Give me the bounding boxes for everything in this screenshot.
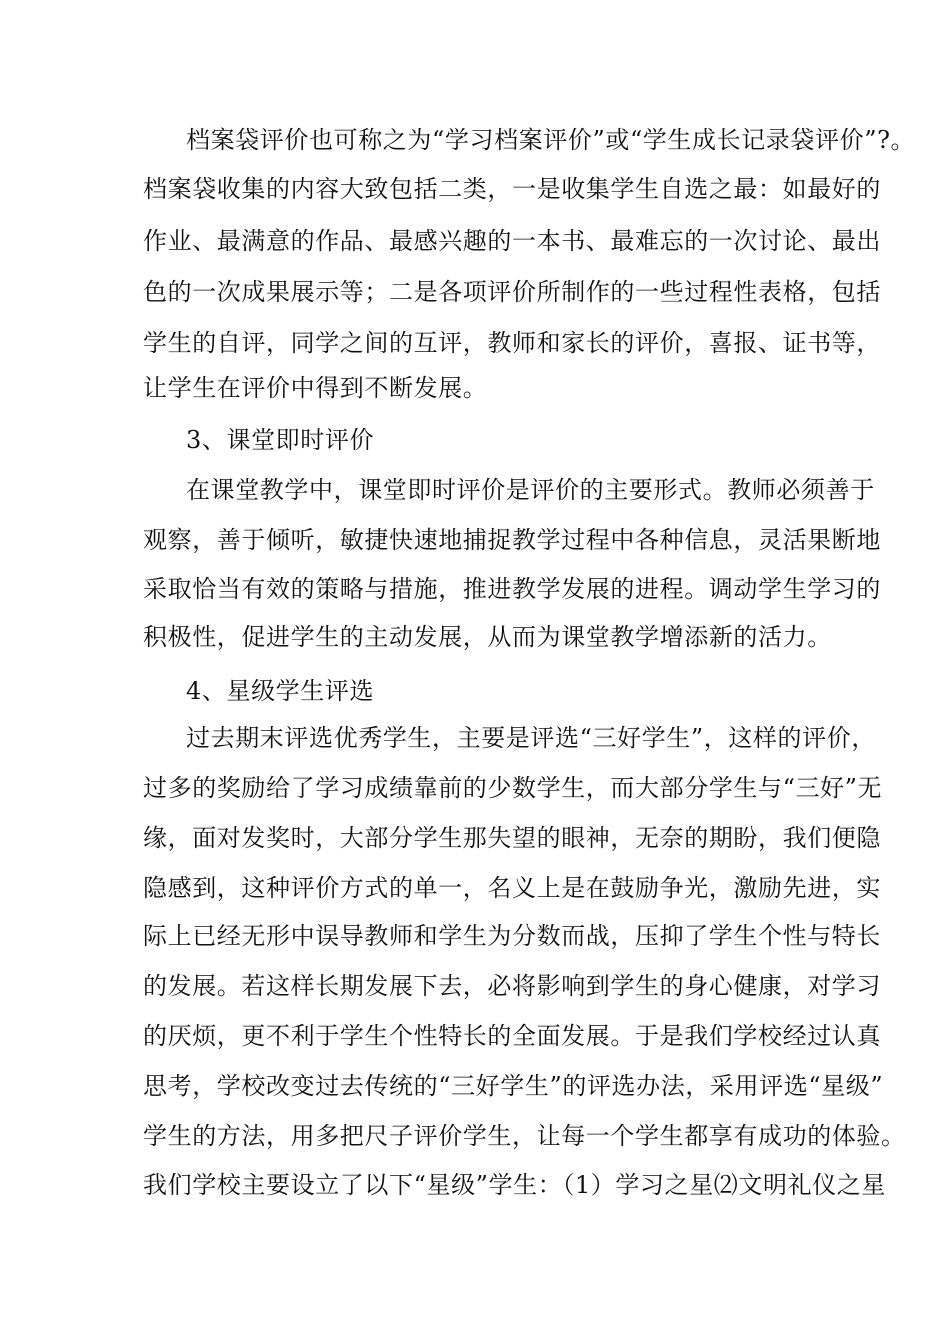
paragraph-line: 过多的奖励给了学习成绩靠前的少数学生，而大部分学生与“三好”无 <box>143 774 883 802</box>
paragraph-line: 档案袋评价也可称之为“学习档案评价”或“学生成长记录袋评价”?。 <box>186 126 916 154</box>
paragraph-line: 积极性，促进学生的主动发展，从而为课堂教学增添新的活力。 <box>143 623 832 651</box>
paragraph-line: 过去期末评选优秀学生，主要是评选“三好学生”，这样的评价， <box>186 724 876 752</box>
paragraph-line: 观察，善于倾听，敏捷快速地捕捉教学过程中各种信息，灵活果断地 <box>143 526 881 554</box>
paragraph-line: 学生的方法，用多把尺子评价学生，让每一个学生都享有成功的体验。 <box>143 1122 906 1150</box>
paragraph-line: 在课堂教学中，课堂即时评价是评价的主要形式。教师必须善于 <box>186 476 875 504</box>
paragraph-line: 思考，学校改变过去传统的“三好学生”的评选办法，采用评选“星级” <box>143 1072 884 1100</box>
paragraph-line: 的厌烦，更不利于学生个性特长的全面发展。于是我们学校经过认真 <box>143 1022 881 1050</box>
paragraph-line: 隐感到，这种评价方式的单一，名义上是在鼓励争光，激励先进，实 <box>143 874 881 902</box>
paragraph-line: 作业、最满意的作品、最感兴趣的一本书、最难忘的一次讨论、最出 <box>143 227 881 255</box>
section-heading: 3、课堂即时评价 <box>186 426 375 454</box>
paragraph-line: 的发展。若这样长期发展下去，必将影响到学生的身心健康，对学习 <box>143 972 881 1000</box>
paragraph-line: 缘，面对发奖时，大部分学生那失望的眼神，无奈的期盼，我们便隐 <box>143 824 881 852</box>
paragraph-line: 色的一次成果展示等；二是各项评价所制作的一些过程性表格，包括 <box>143 278 881 306</box>
section-heading: 4、星级学生评选 <box>186 677 375 705</box>
paragraph-line: 采取恰当有效的策略与措施，推进教学发展的进程。调动学生学习的 <box>143 575 881 603</box>
paragraph-line: 让学生在评价中得到不断发展。 <box>143 374 488 402</box>
paragraph-line: 档案袋收集的内容大致包括二类，一是收集学生自选之最：如最好的 <box>143 175 881 203</box>
paragraph-line: 我们学校主要设立了以下“星级”学生：（1）学习之星⑵文明礼仪之星 <box>143 1171 887 1199</box>
paragraph-line: 学生的自评，同学之间的互评，教师和家长的评价，喜报、证书等， <box>143 329 881 357</box>
paragraph-line: 际上已经无形中误导教师和学生为分数而战，压抑了学生个性与特长 <box>143 922 881 950</box>
